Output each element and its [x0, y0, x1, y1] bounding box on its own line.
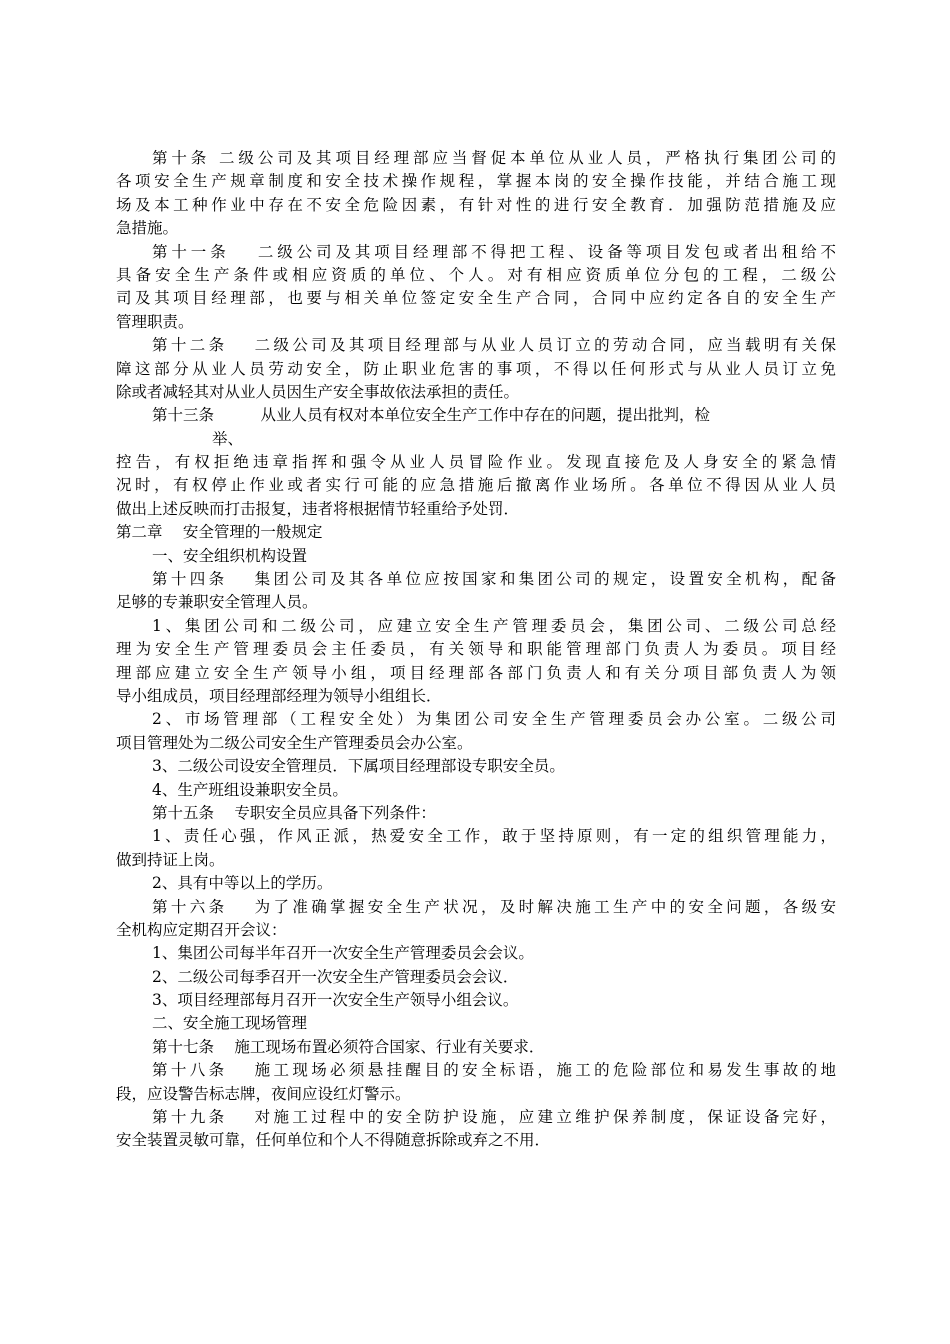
paragraph: [116, 147, 836, 241]
text-line: 具备安全生产条件或相应资质的单位、个人。对有相应资质单位分包的工程，二级公: [116, 265, 836, 284]
document-page: [116, 147, 836, 1153]
paragraph: [116, 545, 836, 568]
text-line: 做到持证上岗。: [116, 850, 225, 869]
text-line: 况时，有权停止作业或者实行可能的应急措施后撤离作业场所。各单位不得因从业人员: [116, 476, 836, 495]
text-line: 全机构应定期召开会议：: [116, 920, 287, 939]
paragraph: [116, 615, 836, 709]
paragraph: [116, 896, 836, 943]
paragraph: [116, 334, 836, 404]
paragraph: [116, 779, 836, 802]
text-line: 理为安全生产管理委员会主任委员，有关领导和职能管理部门负责人为委员。项目经: [116, 640, 836, 659]
paragraph: [116, 241, 836, 335]
paragraph: [116, 1036, 836, 1059]
text-line: 控告，有权拒绝违章指挥和强令从业人员冒险作业。发现直接危及人身安全的紧急情: [116, 453, 836, 472]
text-line: 2、市场管理部（工程安全处）为集团公司安全生产管理委员会办公室。二级公司: [152, 710, 836, 729]
text-line: 二、安全施工现场管理: [152, 1014, 308, 1033]
paragraph: [116, 451, 836, 521]
text-line: 1、责任心强，作风正派，热爱安全工作，敢于坚持原则，有一定的组织管理能力，: [152, 827, 836, 846]
paragraph: [116, 568, 836, 615]
text-line: 第十三条 从业人员有权对本单位安全生产工作中存在的问题，提出批判，检: [152, 406, 711, 425]
text-line: 第二章 安全管理的一般规定: [116, 523, 323, 542]
paragraph: [116, 708, 836, 755]
text-line: 4、生产班组设兼职安全员。: [152, 780, 348, 799]
text-line: 足够的专兼职安全管理人员。: [116, 593, 318, 612]
paragraph: [116, 825, 836, 872]
text-line: 举、: [212, 429, 244, 448]
paragraph: [116, 1106, 836, 1153]
text-line: 第十八条 施工现场必须悬挂醒目的安全标语，施工的危险部位和易发生事故的地: [152, 1061, 836, 1080]
paragraph: [116, 1059, 836, 1106]
text-line: 3、项目经理部每月召开一次安全生产领导小组会议。: [152, 991, 519, 1010]
paragraph: [116, 1012, 836, 1035]
text-line: 1、集团公司和二级公司，应建立安全生产管理委员会，集团公司、二级公司总经: [152, 616, 836, 635]
paragraph: [116, 942, 836, 965]
text-line: 2、具有中等以上的学历。: [152, 874, 333, 893]
paragraph: [116, 802, 836, 825]
text-line: 第十九条 对施工过程中的安全防护设施，应建立维护保养制度，保证设备完好，: [152, 1108, 836, 1127]
text-line: 场及本工种作业中存在不安全危险因素，有针对性的进行安全教育．加强防范措施及应: [116, 195, 836, 214]
text-line: 段，应设警告标志牌，夜间应设红灯警示。: [116, 1084, 411, 1103]
text-line: 做出上述反映而打击报复，违者将根据情节轻重给予处罚．: [116, 499, 520, 518]
paragraph: [116, 966, 836, 989]
text-line: 急措施。: [116, 219, 179, 238]
text-line: 第十条 二级公司及其项目经理部应当督促本单位从业人员，严格执行集团公司的: [152, 149, 836, 167]
text-line: 第十二条 二级公司及其项目经理部与从业人员订立的劳动合同，应当载明有关保: [152, 336, 836, 355]
text-line: 理部应建立安全生产领导小组，项目经理部各部门负责人和有关分项目部负责人为领: [116, 663, 836, 682]
paragraph: [116, 989, 836, 1012]
text-line: 第十四条 集团公司及其各单位应按国家和集团公司的规定，设置安全机构，配备: [152, 570, 836, 589]
paragraph: [116, 872, 836, 895]
text-line: 管理职责。: [116, 312, 194, 331]
text-line: 除或者减轻其对从业人员因生产安全事故依法承担的责任。: [116, 382, 520, 401]
text-line: 一、安全组织机构设置: [152, 546, 308, 565]
text-line: 障这部分从业人员劳动安全，防止职业危害的事项，不得以任何形式与从业人员订立免: [116, 359, 836, 378]
text-line: 第十七条 施工现场布置必须符合国家、行业有关要求．: [152, 1037, 545, 1056]
chapter-heading: [116, 521, 836, 544]
paragraph: [116, 404, 836, 427]
text-line: 司及其项目经理部，也要与相关单位签定安全生产合同，合同中应约定各自的安全生产: [116, 289, 836, 308]
text-line: 第十六条 为了准确掌握安全生产状况，及时解决施工生产中的安全问题，各级安: [152, 897, 836, 916]
text-line: 第十五条 专职安全员应具备下列条件：: [152, 803, 436, 822]
text-line: 各项安全生产规章制度和安全技术操作规程，掌握本岗的安全操作技能，并结合施工现: [116, 172, 836, 191]
paragraph: [116, 755, 836, 778]
text-line: 第十一条 二级公司及其项目经理部不得把工程、设备等项目发包或者出租给不: [152, 242, 836, 261]
text-line: 3、二级公司设安全管理员．下属项目经理部设专职安全员。: [152, 757, 565, 776]
text-line: 1、集团公司每半年召开一次安全生产管理委员会会议。: [152, 944, 534, 963]
text-line: 安全装置灵敏可靠，任何单位和个人不得随意拆除或弃之不用．: [116, 1131, 551, 1150]
text-line: 导小组成员，项目经理部经理为领导小组组长．: [116, 686, 442, 705]
paragraph: [116, 428, 836, 451]
text-line: 2、二级公司每季召开一次安全生产管理委员会会议．: [152, 967, 519, 986]
text-line: 项目管理处为二级公司安全生产管理委员会办公室。: [116, 733, 473, 752]
